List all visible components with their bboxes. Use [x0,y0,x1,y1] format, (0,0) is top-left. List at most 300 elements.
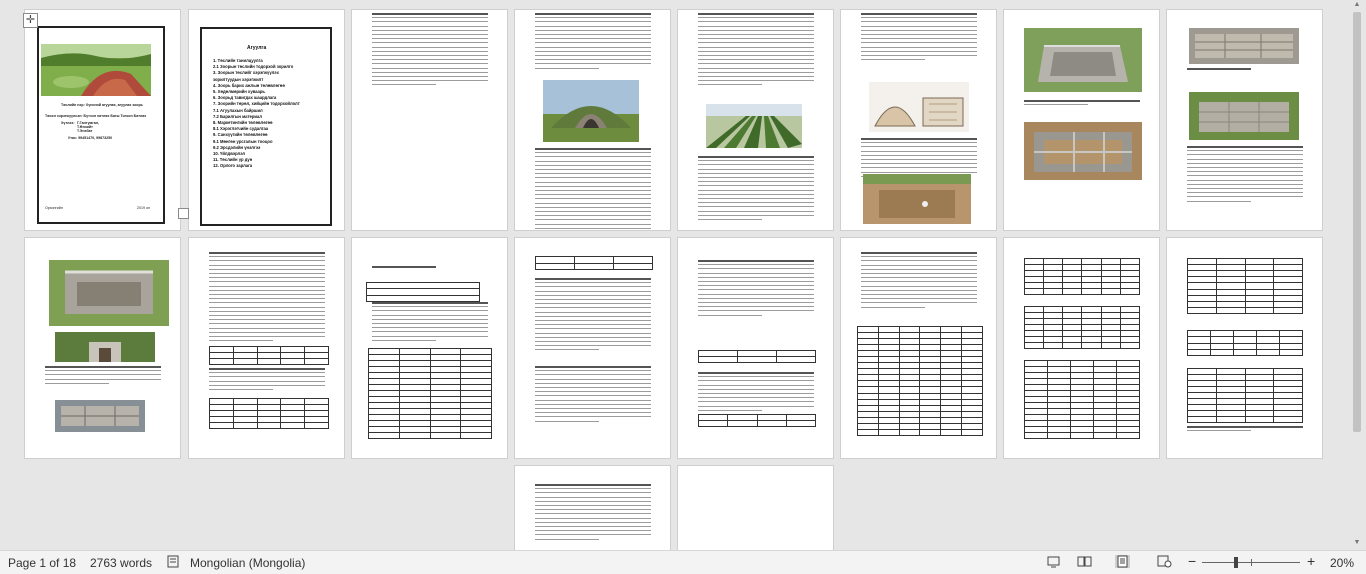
toc-item[interactable]: зорилтуудын хэрэгжилт [213,76,264,82]
page-count[interactable]: Page 1 of 18 [8,556,77,570]
zoom-out-button[interactable]: − [1188,553,1197,569]
page-8-slab-photo-1 [1189,28,1299,64]
data-table[interactable] [698,414,816,427]
text-line [535,320,651,321]
table-cell[interactable] [1274,417,1303,423]
text-line [861,51,977,52]
word-count[interactable]: 2763 words [90,556,153,570]
toc-item[interactable]: 7.1 Агуулахын байршил [213,107,263,113]
table-cell[interactable] [1025,343,1044,349]
table-cell[interactable] [210,359,234,365]
text-line [45,366,161,368]
text-line [45,374,161,375]
text-line [209,336,325,337]
text-line [535,286,651,287]
table-cell[interactable] [941,429,962,435]
text-line [698,410,762,411]
text-line [1187,159,1303,160]
table-cell[interactable] [1188,307,1217,313]
page-17[interactable] [515,466,670,556]
text-line [698,380,814,381]
text-line [698,55,814,56]
move-cross-icon[interactable]: ✛ [23,13,38,28]
cover-supervisor: Төсөл хэрэгжүүлсэн: Бүтээн хөтлөх Багш Тогоон Батлах [45,114,147,118]
read-mode-icon[interactable] [1077,555,1092,568]
text-line [535,526,651,527]
text-line [698,21,814,22]
table-cell[interactable] [1245,307,1274,313]
cover-team-label: Хүтлэх: [61,121,75,125]
toc-item[interactable]: 8.1 Хэрэглэгчийн судалгаа [213,126,269,132]
text-line [535,165,651,166]
text-line [372,323,488,324]
text-line [861,21,977,22]
data-table[interactable] [1024,360,1140,439]
text-line [698,80,814,81]
text-line [535,534,651,535]
text-line [1187,184,1303,185]
table-cell[interactable] [461,433,492,439]
table-cell[interactable] [430,433,461,439]
table-cell[interactable] [1044,289,1063,295]
text-line [209,328,325,329]
text-line [209,290,325,291]
cover-member-3: Т.Энхбат [77,129,93,133]
zoom-slider[interactable] [1202,562,1300,563]
text-line [209,298,325,299]
table-cell[interactable] [699,357,738,363]
page-8-slab-photo-2 [1189,92,1299,140]
text-line [698,76,814,77]
text-line [535,307,651,308]
data-table[interactable] [1024,258,1140,295]
data-table[interactable] [209,346,329,365]
table-cell[interactable] [899,429,920,435]
text-line [535,34,651,35]
table-cell[interactable] [728,421,757,427]
page-4[interactable] [515,10,670,230]
text-line [372,315,488,316]
page-12[interactable] [515,238,670,458]
text-line [535,186,651,187]
text-line [209,376,325,377]
text-line [209,315,325,316]
table-row [1025,343,1140,349]
table-cell[interactable] [305,359,329,365]
text-line [372,331,488,332]
page-6[interactable] [841,10,996,230]
table-cell[interactable] [1082,343,1101,349]
print-layout-icon[interactable] [1115,555,1130,568]
text-line [372,17,488,18]
language-indicator[interactable]: Mongolian (Mongolia) [190,556,306,570]
text-line [535,278,651,280]
text-line [535,42,651,43]
data-table[interactable] [209,398,329,429]
text-line [372,26,488,27]
cover-member-2: Т.Өлзийт [77,125,93,129]
data-table[interactable] [1187,368,1303,423]
text-line [535,161,651,162]
table-cell[interactable] [257,423,281,429]
table-row [699,421,816,427]
text-line [535,13,651,15]
text-line [372,340,436,341]
table-cell[interactable] [699,421,728,427]
table-cell[interactable] [1234,349,1257,355]
text-line [698,84,762,85]
text-line [861,273,977,274]
table-cell[interactable] [305,423,329,429]
table-cell[interactable] [858,429,879,435]
text-line [535,370,651,371]
table-cell[interactable] [369,433,400,439]
table-cell[interactable] [738,357,777,363]
text-line [209,294,325,295]
text-line [698,26,814,27]
text-line [698,72,814,73]
table-cell[interactable] [1071,433,1094,439]
text-line [698,51,814,52]
text-line [1187,146,1303,148]
text-line [372,13,488,15]
table-row [367,295,480,301]
text-line [861,252,977,254]
text-line [372,76,488,77]
table-cell[interactable] [367,295,480,301]
text-line [535,21,651,22]
cover-subject: Төслийн нэр: Хүнсний агуулах, агуулах зоорь [61,103,143,107]
text-line [861,265,977,266]
table-cell[interactable] [1188,349,1211,355]
text-line [535,203,651,204]
toc-item[interactable]: 10. Үйлдвэрлэл [213,151,246,156]
text-line [698,68,814,69]
table-cell[interactable] [1044,343,1063,349]
text-line [535,169,651,170]
text-line [535,539,599,540]
table-cell[interactable] [1117,433,1140,439]
text-line [698,47,814,48]
table-cell[interactable] [1120,289,1139,295]
text-line [535,391,651,392]
text-line [861,47,977,48]
text-line [861,13,977,15]
text-line [372,55,488,56]
text-line [535,488,651,489]
text-line [535,47,651,48]
text-line [209,265,325,266]
text-line [535,408,651,409]
text-line [209,260,325,261]
text-line [535,198,651,199]
table-cell[interactable] [1025,433,1048,439]
table-cell[interactable] [962,429,983,435]
text-line [535,416,651,417]
page-5-field-photo [706,104,802,148]
text-line [209,286,325,287]
web-layout-icon[interactable] [1157,555,1172,568]
page-3[interactable] [352,10,507,230]
scroll-up-icon[interactable]: ▲ [1353,1,1361,8]
text-line [535,291,651,292]
table-cell[interactable] [878,429,899,435]
table-cell[interactable] [281,423,305,429]
table-row [210,423,329,429]
page-18[interactable] [678,466,833,556]
text-line [535,68,599,69]
table-cell[interactable] [257,359,281,365]
table-cell[interactable] [1101,289,1120,295]
table-cell[interactable] [757,421,786,427]
text-line [209,302,325,303]
toc-item[interactable]: 6. Зоорьд тавигдах шаардлага [213,95,277,101]
text-line [698,298,814,299]
text-line [861,167,977,168]
table-cell[interactable] [1216,307,1245,313]
table-row [1025,289,1140,295]
text-line [861,146,977,147]
text-line [372,266,436,268]
toc-item[interactable]: 8. Маркетингийн төлөвлөгөө [213,120,273,125]
toc-item[interactable]: 4. Зоорь барих ажлын төлөвлөгөө [213,82,285,88]
text-line [861,17,977,18]
table-cell[interactable] [575,263,614,270]
text-line [698,169,814,170]
text-line [372,319,488,320]
text-line [698,310,814,311]
table-cell[interactable] [399,433,430,439]
text-line [698,34,814,35]
table-cell[interactable] [1280,349,1303,355]
data-table[interactable] [1187,258,1303,314]
page-2-toc[interactable] [189,10,344,230]
table-cell[interactable] [1216,417,1245,423]
table-cell[interactable] [1094,433,1117,439]
table-cell[interactable] [1257,349,1280,355]
text-line [535,148,651,150]
table-row [1188,349,1303,355]
page-7-foundation-photo [1024,122,1142,180]
text-line [372,42,488,43]
text-line [861,260,977,261]
toc-title: Агуулга [247,45,267,51]
text-line [861,55,977,56]
table-cell[interactable] [1063,343,1082,349]
text-line [861,59,925,60]
text-line [535,312,651,313]
table-cell[interactable] [233,359,257,365]
table-cell[interactable] [1211,349,1234,355]
text-line [535,328,651,329]
text-line [1024,104,1088,105]
toc-item[interactable]: 3. Зоорын төслийг хэрэгжүүлэх [213,70,279,76]
text-line [209,273,325,274]
page-8[interactable] [1167,10,1322,230]
text-line [698,194,814,195]
data-table[interactable] [1187,330,1303,356]
text-line [698,202,814,203]
text-line [698,17,814,18]
data-table[interactable] [698,350,816,363]
table-cell[interactable] [1245,417,1274,423]
text-line [698,59,814,60]
toc-item[interactable]: 5. Хөдөлмөрийн хуваарь [213,89,265,94]
text-line [535,404,651,405]
text-line [698,376,814,377]
table-cell[interactable] [1025,289,1044,295]
text-line [861,155,977,156]
text-line [535,400,651,401]
text-line [861,307,925,308]
text-line [535,295,651,296]
text-line [535,190,651,191]
table-cell[interactable] [536,263,575,270]
text-line [1187,188,1303,189]
table-cell[interactable] [1048,433,1071,439]
page-16[interactable] [1167,238,1322,458]
text-line [698,63,814,64]
text-line [698,397,814,398]
text-line [1187,196,1303,197]
text-line [861,290,977,291]
text-line [372,38,488,39]
table-cell[interactable] [1063,289,1082,295]
text-line [372,59,488,60]
text-line [535,345,651,346]
zoom-level[interactable]: 20% [1330,556,1355,570]
text-line [535,55,651,56]
text-line [861,269,977,270]
text-line [535,156,651,157]
table-cell[interactable] [614,263,653,270]
zoom-in-button[interactable]: + [1307,553,1316,569]
text-line [861,34,977,35]
toc-item[interactable]: 7. Зоорийн төрөл, хийцийн тодорхойлолт [213,101,300,107]
page-11[interactable] [352,238,507,458]
text-line [535,324,651,325]
table-cell[interactable] [920,429,941,435]
toc-item[interactable]: 1. Төслийн танилцуулга [213,58,263,63]
text-line [535,518,651,519]
text-line [535,228,651,229]
table-cell[interactable] [281,359,305,365]
text-line [209,389,273,390]
page-10[interactable] [189,238,344,458]
table-cell[interactable] [1188,417,1217,423]
text-line [372,302,488,304]
data-table[interactable] [1024,306,1140,349]
focus-mode-icon[interactable] [1046,555,1061,568]
text-line [698,190,814,191]
text-line [698,260,814,262]
text-line [1187,154,1303,155]
page-5[interactable] [678,10,833,230]
text-line [698,389,814,390]
table-cell[interactable] [233,423,257,429]
table-cell[interactable] [786,421,815,427]
page-13[interactable] [678,238,833,458]
table-cell[interactable] [1082,289,1101,295]
page-14[interactable] [841,238,996,458]
toc-item[interactable]: 12. Орлого зарлага [213,163,253,169]
page-1-cover[interactable] [25,10,180,230]
page-4-root-cellar-photo [543,80,639,142]
text-line [209,269,325,270]
page-9[interactable] [25,238,180,458]
data-table[interactable] [857,326,983,436]
scroll-thumb[interactable] [1353,12,1361,432]
text-line [698,211,814,212]
text-line [209,252,325,254]
data-table[interactable] [366,282,480,302]
text-line [698,219,762,220]
text-line [861,286,977,287]
text-line [535,501,651,502]
text-line [698,393,814,394]
vertical-scrollbar[interactable] [1350,0,1364,550]
page-15[interactable] [1004,238,1159,458]
text-line [372,34,488,35]
toc-item[interactable]: 9.2 Эрсдэлийн үнэлгээ [213,144,261,150]
page-6-cellar-diagram [869,82,969,132]
proofing-icon[interactable] [167,555,182,568]
cover-member-1: Г.Гантумгал, [77,121,99,125]
text-line [698,198,814,199]
page-9-cellar-build-photo [49,260,169,326]
scroll-down-icon[interactable]: ▼ [1353,539,1361,546]
text-line [535,17,651,18]
toc-item[interactable]: 9.1 Мөнгөн урсгалын тооцоо [213,138,273,144]
text-line [698,289,814,290]
table-cell[interactable] [1274,307,1303,313]
text-line [861,38,977,39]
text-line [209,319,325,320]
cover-photo [41,44,151,96]
text-line [698,160,814,161]
table-cell[interactable] [210,423,234,429]
toc-item[interactable]: 7.2 Барилгын материал [213,113,263,119]
page-7[interactable] [1004,10,1159,230]
text-line [698,302,814,303]
toc-item[interactable]: 2.1 Зоорын төслийн тодорхой зорилго [213,64,294,70]
table-cell[interactable] [777,357,816,363]
data-table[interactable] [535,256,653,270]
page-9-cellar-door-photo [55,332,155,362]
data-table[interactable] [368,348,492,439]
toc-item[interactable]: 11. Төслийн үр дүн [213,157,253,163]
text-line [535,219,651,220]
text-line [535,215,651,216]
zoom-slider-center-mark [1251,559,1252,566]
text-line [861,159,977,160]
text-line [535,522,651,523]
text-line [535,421,599,422]
text-line [209,385,325,386]
text-line [209,323,325,324]
text-line [861,277,977,278]
text-line [535,224,651,225]
text-line [209,311,325,312]
table-resize-handle[interactable] [178,208,189,219]
zoom-slider-thumb[interactable] [1234,557,1238,568]
text-line [535,194,651,195]
status-bar [0,550,1366,574]
table-row [1188,307,1303,313]
toc-item[interactable]: 9. Санхүүгийн төлөвлөгөө [213,132,268,138]
table-cell[interactable] [1120,343,1139,349]
table-cell[interactable] [1101,343,1120,349]
